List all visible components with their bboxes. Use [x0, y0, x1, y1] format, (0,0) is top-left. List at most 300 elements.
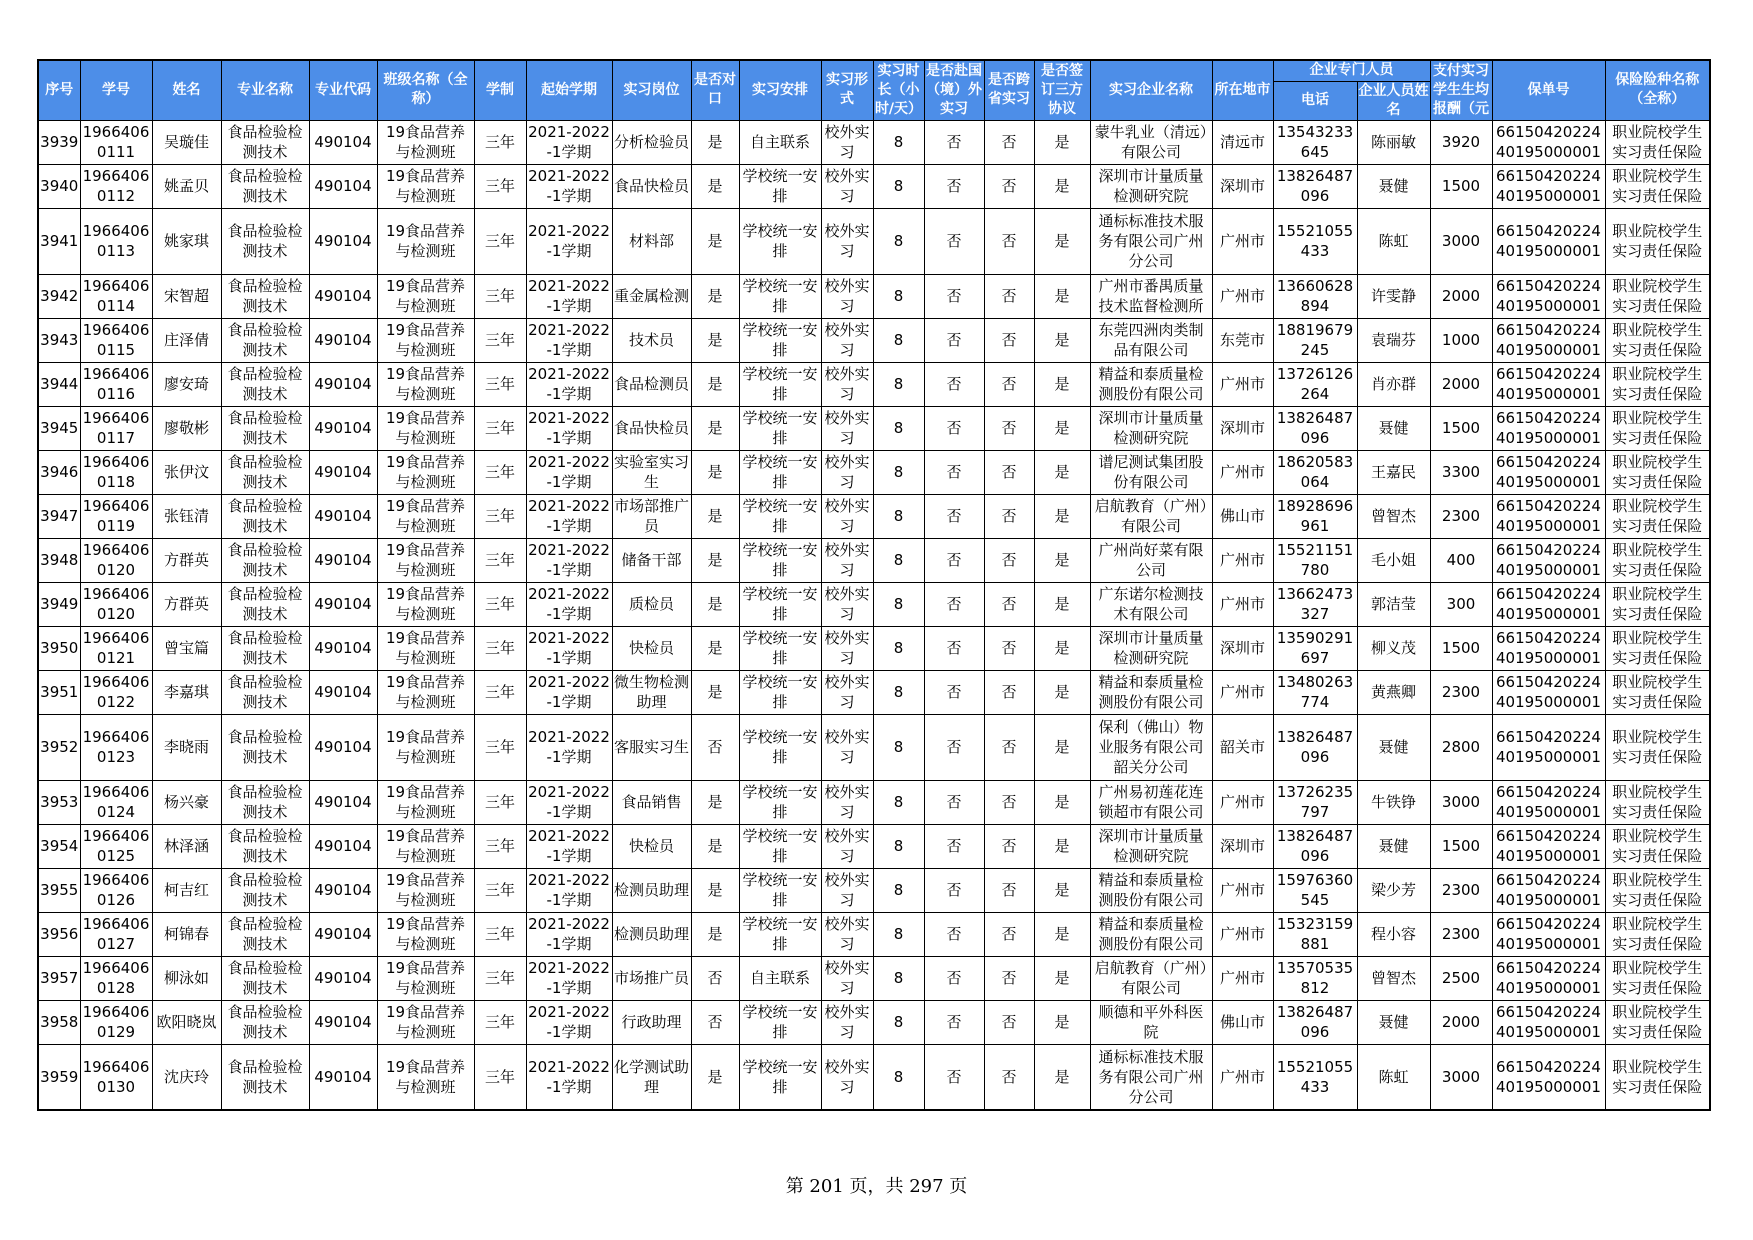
cell-term-text: 2021-2022-1学期	[528, 497, 610, 535]
cell-insurance-text: 职业院校学生实习责任保险	[1612, 629, 1703, 667]
cell-term	[526, 868, 612, 912]
cell-seq-text: 3947	[40, 507, 79, 525]
cell-insurance-text: 职业院校学生实习责任保险	[1612, 497, 1703, 535]
cell-form	[821, 274, 873, 318]
cell-post	[612, 868, 691, 912]
cell-company	[1090, 208, 1212, 274]
cell-cross-province	[984, 714, 1034, 780]
cell-policy-text: 6615042022440195000001	[1496, 277, 1601, 315]
cell-cross-province-text: 否	[1001, 793, 1017, 811]
cell-tripartite	[1034, 362, 1090, 406]
cell-major-code	[309, 1044, 377, 1110]
cell-student-id	[80, 714, 152, 780]
cell-cross-province	[984, 824, 1034, 868]
cell-hours-text: 8	[893, 925, 904, 943]
cell-arrange-text: 学校统一安排	[742, 728, 818, 766]
cell-years	[474, 164, 526, 208]
cell-match-text: 是	[707, 419, 723, 437]
cell-pay-text: 1500	[1441, 639, 1481, 657]
cell-years	[474, 120, 526, 164]
cell-class-text: 19食品营养与检测班	[385, 585, 466, 623]
cell-arrange	[739, 538, 821, 582]
cell-form	[821, 670, 873, 714]
cell-major-code-text: 490104	[314, 595, 372, 613]
cell-years	[474, 318, 526, 362]
cell-tripartite	[1034, 956, 1090, 1000]
cell-major-code-text: 490104	[314, 793, 372, 811]
cell-major-code	[309, 582, 377, 626]
cell-major-code	[309, 538, 377, 582]
cell-form-text: 校外实习	[824, 728, 870, 766]
cell-seq-text: 3950	[40, 639, 79, 657]
table-row	[38, 538, 1710, 582]
cell-pay-text: 3000	[1441, 232, 1481, 250]
cell-pay-text: 2000	[1441, 1013, 1481, 1031]
cell-policy-text: 6615042022440195000001	[1496, 915, 1601, 953]
cell-policy-text: 6615042022440195000001	[1496, 673, 1601, 711]
cell-abroad	[924, 362, 984, 406]
cell-cross-province-text: 否	[1001, 232, 1017, 250]
cell-term	[526, 714, 612, 780]
cell-hours	[873, 626, 924, 670]
cell-term-text: 2021-2022-1学期	[528, 409, 610, 447]
cell-phone	[1273, 582, 1357, 626]
cell-arrange	[739, 824, 821, 868]
cell-post	[612, 582, 691, 626]
cell-years-text: 三年	[484, 463, 515, 481]
cell-class-text: 19食品营养与检测班	[385, 827, 466, 865]
cell-match	[691, 450, 739, 494]
cell-major	[221, 714, 309, 780]
cell-insurance	[1605, 208, 1710, 274]
cell-seq-text: 3956	[40, 925, 79, 943]
cell-seq	[38, 494, 80, 538]
cell-student-id-text: 19664060112	[82, 167, 150, 205]
cell-name-text: 沈庆玲	[163, 1067, 209, 1086]
cell-form	[821, 318, 873, 362]
cell-term-text: 2021-2022-1学期	[528, 167, 610, 205]
cell-major-code	[309, 1000, 377, 1044]
cell-company	[1090, 824, 1212, 868]
cell-years	[474, 1000, 526, 1044]
cell-match	[691, 1044, 739, 1110]
cell-hours	[873, 318, 924, 362]
cell-years	[474, 582, 526, 626]
cell-insurance-text: 职业院校学生实习责任保险	[1612, 167, 1703, 205]
cell-cross-province	[984, 450, 1034, 494]
cell-contact-person-text: 黄燕卿	[1370, 683, 1416, 701]
cell-tripartite	[1034, 318, 1090, 362]
cell-form	[821, 164, 873, 208]
cell-cross-province	[984, 274, 1034, 318]
cell-form	[821, 450, 873, 494]
cell-insurance	[1605, 120, 1710, 164]
cell-arrange-text: 学校统一安排	[742, 365, 818, 403]
cell-abroad	[924, 956, 984, 1000]
cell-major	[221, 1044, 309, 1110]
cell-tripartite-text: 是	[1054, 419, 1070, 437]
cell-company	[1090, 582, 1212, 626]
cell-tripartite	[1034, 824, 1090, 868]
cell-phone	[1273, 494, 1357, 538]
cell-student-id-text: 19664060121	[82, 629, 150, 667]
cell-policy	[1492, 538, 1605, 582]
cell-pay	[1430, 362, 1492, 406]
cell-major-text: 食品检验检测技术	[227, 827, 303, 865]
cell-form-text: 校外实习	[824, 959, 870, 997]
cell-post-text: 食品销售	[621, 793, 682, 811]
header-match: 是否对口	[691, 60, 739, 120]
cell-arrange	[739, 868, 821, 912]
cell-term	[526, 164, 612, 208]
cell-seq-text: 3944	[40, 375, 79, 393]
cell-name-text: 欧阳晓岚	[156, 1013, 217, 1031]
cell-name-text: 廖安琦	[163, 375, 209, 393]
cell-arrange-text: 学校统一安排	[742, 673, 818, 711]
cell-name-text: 柯吉红	[163, 881, 209, 899]
cell-student-id	[80, 494, 152, 538]
cell-contact-person	[1357, 714, 1430, 780]
cell-major-code	[309, 164, 377, 208]
table-row	[38, 956, 1710, 1000]
cell-tripartite-text: 是	[1054, 232, 1070, 250]
cell-cross-province	[984, 1044, 1034, 1110]
cell-student-id	[80, 582, 152, 626]
cell-major-code-text: 490104	[314, 375, 372, 393]
cell-major	[221, 164, 309, 208]
cell-class	[377, 120, 474, 164]
cell-phone-text: 15521055433	[1276, 1057, 1354, 1096]
cell-major-text: 食品检验检测技术	[227, 497, 303, 535]
cell-abroad-text: 否	[946, 419, 962, 437]
cell-post-text: 市场推广员	[613, 969, 689, 987]
cell-city-text: 深圳市	[1219, 419, 1265, 437]
cell-tripartite-text: 是	[1054, 969, 1070, 987]
header-major-code: 专业代码	[309, 60, 377, 120]
cell-pay	[1430, 450, 1492, 494]
cell-term	[526, 912, 612, 956]
cell-abroad	[924, 494, 984, 538]
cell-hours	[873, 274, 924, 318]
header-contact-person: 企业人员姓名	[1357, 81, 1430, 120]
cell-tripartite-text: 是	[1054, 925, 1070, 943]
cell-major-code-text: 490104	[314, 463, 372, 481]
cell-class	[377, 824, 474, 868]
cell-form-text: 校外实习	[824, 585, 870, 623]
header-abroad: 是否赴国（境）外实习	[924, 60, 984, 120]
cell-name	[152, 450, 221, 494]
cell-major-text: 食品检验检测技术	[227, 365, 303, 403]
table-row	[38, 912, 1710, 956]
cell-major-text: 食品检验检测技术	[227, 915, 303, 953]
cell-arrange	[739, 582, 821, 626]
cell-seq	[38, 538, 80, 582]
cell-cross-province-text: 否	[1001, 925, 1017, 943]
cell-contact-person	[1357, 318, 1430, 362]
cell-years-text: 三年	[484, 287, 515, 305]
cell-policy-text: 6615042022440195000001	[1496, 1003, 1601, 1041]
cell-city-text: 广州市	[1219, 551, 1265, 569]
cell-abroad	[924, 670, 984, 714]
cell-arrange	[739, 208, 821, 274]
cell-pay-text: 3300	[1441, 463, 1481, 481]
table-row	[38, 714, 1710, 780]
cell-cross-province-text: 否	[1001, 837, 1017, 855]
cell-insurance	[1605, 406, 1710, 450]
cell-form-text: 校外实习	[824, 123, 870, 161]
cell-major-text: 食品检验检测技术	[227, 783, 303, 821]
cell-policy-text: 6615042022440195000001	[1496, 222, 1601, 260]
cell-years	[474, 626, 526, 670]
cell-cross-province	[984, 582, 1034, 626]
cell-abroad-text: 否	[946, 331, 962, 349]
cell-form	[821, 120, 873, 164]
cell-match-text: 是	[707, 1067, 723, 1086]
cell-company	[1090, 164, 1212, 208]
header-policy: 保单号	[1492, 60, 1605, 120]
cell-term-text: 2021-2022-1学期	[528, 277, 610, 315]
cell-class-text: 19食品营养与检测班	[385, 915, 466, 953]
cell-name	[152, 956, 221, 1000]
cell-company-text: 顺德和平外科医院	[1098, 1003, 1204, 1041]
cell-pay-text: 3000	[1441, 1067, 1481, 1086]
cell-contact-person-text: 梁少芳	[1370, 881, 1416, 899]
cell-match	[691, 494, 739, 538]
cell-major	[221, 1000, 309, 1044]
cell-insurance	[1605, 714, 1710, 780]
cell-years-text: 三年	[484, 837, 515, 855]
cell-insurance	[1605, 1044, 1710, 1110]
cell-seq-text: 3941	[40, 232, 79, 250]
cell-major-code-text: 490104	[314, 738, 372, 756]
table-row	[38, 868, 1710, 912]
cell-tripartite-text: 是	[1054, 375, 1070, 393]
cell-insurance	[1605, 780, 1710, 824]
cell-form	[821, 626, 873, 670]
cell-years-text: 三年	[484, 551, 515, 569]
cell-tripartite-text: 是	[1054, 1067, 1070, 1086]
cell-hours-text: 8	[893, 419, 904, 437]
cell-city-text: 广州市	[1219, 463, 1265, 481]
cell-post-text: 食品快检员	[613, 177, 689, 195]
cell-class	[377, 582, 474, 626]
cell-name	[152, 208, 221, 274]
cell-phone	[1273, 318, 1357, 362]
cell-insurance	[1605, 1000, 1710, 1044]
cell-seq	[38, 208, 80, 274]
cell-company-text: 深圳市计量质量检测研究院	[1098, 167, 1204, 205]
cell-contact-person-text: 柳义茂	[1370, 639, 1416, 657]
cell-policy-text: 6615042022440195000001	[1496, 783, 1601, 821]
cell-company	[1090, 450, 1212, 494]
cell-contact-person	[1357, 450, 1430, 494]
cell-form-text: 校外实习	[824, 1057, 870, 1096]
cell-cross-province-text: 否	[1001, 551, 1017, 569]
cell-name-text: 方群英	[163, 595, 209, 613]
cell-term-text: 2021-2022-1学期	[528, 915, 610, 953]
cell-cross-province	[984, 494, 1034, 538]
cell-match-text: 是	[707, 837, 723, 855]
cell-major-text: 食品检验检测技术	[227, 728, 303, 766]
cell-post-text: 检测员助理	[613, 925, 689, 943]
cell-term	[526, 582, 612, 626]
cell-major	[221, 912, 309, 956]
cell-major-code-text: 490104	[314, 177, 372, 195]
cell-major-code-text: 490104	[314, 925, 372, 943]
cell-contact-person-text: 陈丽敏	[1370, 133, 1416, 151]
cell-cross-province-text: 否	[1001, 1067, 1017, 1086]
cell-class	[377, 868, 474, 912]
cell-years	[474, 714, 526, 780]
cell-major-code-text: 490104	[314, 1067, 372, 1086]
cell-match	[691, 406, 739, 450]
cell-hours	[873, 362, 924, 406]
cell-company-text: 深圳市计量质量检测研究院	[1098, 409, 1204, 447]
cell-term-text: 2021-2022-1学期	[528, 1057, 610, 1096]
cell-tripartite-text: 是	[1054, 881, 1070, 899]
cell-name-text: 柳泳如	[163, 969, 209, 987]
cell-policy	[1492, 582, 1605, 626]
cell-city-text: 佛山市	[1219, 1013, 1265, 1031]
cell-cross-province-text: 否	[1001, 595, 1017, 613]
cell-class	[377, 164, 474, 208]
cell-class-text: 19食品营养与检测班	[385, 673, 466, 711]
cell-class	[377, 1044, 474, 1110]
cell-cross-province	[984, 626, 1034, 670]
cell-major	[221, 450, 309, 494]
cell-form-text: 校外实习	[824, 321, 870, 359]
cell-cross-province-text: 否	[1001, 738, 1017, 756]
cell-hours-text: 8	[893, 331, 904, 349]
header-pay: 支付实习学生生均报酬（元	[1430, 60, 1492, 120]
cell-years-text: 三年	[484, 969, 515, 987]
cell-name-text: 宋智超	[163, 287, 209, 305]
cell-post	[612, 670, 691, 714]
cell-abroad	[924, 1044, 984, 1110]
cell-contact-person-text: 曾智杰	[1370, 507, 1416, 525]
cell-form	[821, 538, 873, 582]
cell-cross-province	[984, 120, 1034, 164]
cell-pay-text: 1500	[1441, 419, 1481, 437]
cell-tripartite	[1034, 494, 1090, 538]
cell-arrange	[739, 626, 821, 670]
cell-city-text: 广州市	[1219, 969, 1265, 987]
cell-post-text: 技术员	[628, 331, 674, 349]
cell-tripartite	[1034, 582, 1090, 626]
cell-name	[152, 406, 221, 450]
table-row	[38, 274, 1710, 318]
cell-name-text: 曾宝篇	[163, 639, 209, 657]
cell-abroad-text: 否	[946, 551, 962, 569]
cell-post-text: 实验室实习生	[613, 453, 689, 491]
table-row	[38, 670, 1710, 714]
header-tripartite: 是否签订三方协议	[1034, 60, 1090, 120]
cell-hours-text: 8	[893, 881, 904, 899]
cell-pay-text: 300	[1446, 595, 1476, 613]
cell-student-id-text: 19664060116	[82, 365, 150, 403]
cell-major-code	[309, 494, 377, 538]
cell-years	[474, 406, 526, 450]
cell-abroad	[924, 912, 984, 956]
cell-pay	[1430, 538, 1492, 582]
cell-company	[1090, 494, 1212, 538]
cell-abroad	[924, 208, 984, 274]
cell-city-text: 韶关市	[1219, 738, 1265, 756]
cell-company-text: 广东诺尔检测技术有限公司	[1098, 585, 1204, 623]
cell-abroad	[924, 318, 984, 362]
cell-insurance-text: 职业院校学生实习责任保险	[1612, 728, 1703, 766]
cell-major	[221, 626, 309, 670]
cell-post-text: 快检员	[628, 837, 674, 855]
cell-policy-text: 6615042022440195000001	[1496, 728, 1601, 766]
cell-phone	[1273, 912, 1357, 956]
cell-match	[691, 714, 739, 780]
cell-city-text: 广州市	[1219, 375, 1265, 393]
cell-policy-text: 6615042022440195000001	[1496, 959, 1601, 997]
cell-seq	[38, 1000, 80, 1044]
cell-match	[691, 626, 739, 670]
cell-class-text: 19食品营养与检测班	[385, 1057, 466, 1096]
cell-major-text: 食品检验检测技术	[227, 1057, 303, 1096]
cell-company-text: 广州市番禺质量技术监督检测所	[1098, 277, 1204, 315]
cell-student-id	[80, 406, 152, 450]
cell-contact-person-text: 陈虹	[1378, 232, 1409, 250]
cell-policy-text: 6615042022440195000001	[1496, 629, 1601, 667]
cell-term	[526, 780, 612, 824]
cell-hours-text: 8	[893, 133, 904, 151]
cell-company-text: 深圳市计量质量检测研究院	[1098, 827, 1204, 865]
cell-term-text: 2021-2022-1学期	[528, 585, 610, 623]
cell-class	[377, 450, 474, 494]
cell-phone-text: 15521151780	[1276, 541, 1354, 579]
cell-phone-text: 13543233645	[1276, 123, 1354, 161]
cell-tripartite-text: 是	[1054, 837, 1070, 855]
cell-class	[377, 780, 474, 824]
cell-policy-text: 6615042022440195000001	[1496, 365, 1601, 403]
cell-term	[526, 824, 612, 868]
cell-hours	[873, 868, 924, 912]
cell-major-code	[309, 824, 377, 868]
cell-insurance	[1605, 450, 1710, 494]
cell-class	[377, 626, 474, 670]
cell-arrange-text: 学校统一安排	[742, 222, 818, 260]
cell-policy	[1492, 450, 1605, 494]
cell-major-text: 食品检验检测技术	[227, 541, 303, 579]
cell-term-text: 2021-2022-1学期	[528, 728, 610, 766]
cell-match-text: 是	[707, 595, 723, 613]
cell-term	[526, 362, 612, 406]
cell-company-text: 精益和泰质量检测股份有限公司	[1098, 871, 1204, 909]
cell-post-text: 食品快检员	[613, 419, 689, 437]
cell-company	[1090, 406, 1212, 450]
cell-city	[1212, 714, 1273, 780]
cell-years	[474, 868, 526, 912]
cell-tripartite	[1034, 208, 1090, 274]
cell-phone	[1273, 868, 1357, 912]
cell-contact-person-text: 牛铁铮	[1370, 793, 1416, 811]
cell-policy-text: 6615042022440195000001	[1496, 871, 1601, 909]
cell-match	[691, 780, 739, 824]
cell-post	[612, 406, 691, 450]
cell-city	[1212, 274, 1273, 318]
cell-city	[1212, 956, 1273, 1000]
cell-hours	[873, 714, 924, 780]
cell-post-text: 行政助理	[621, 1013, 682, 1031]
cell-tripartite	[1034, 406, 1090, 450]
cell-pay-text: 1500	[1441, 837, 1481, 855]
cell-insurance-text: 职业院校学生实习责任保险	[1612, 783, 1703, 821]
cell-contact-person	[1357, 362, 1430, 406]
